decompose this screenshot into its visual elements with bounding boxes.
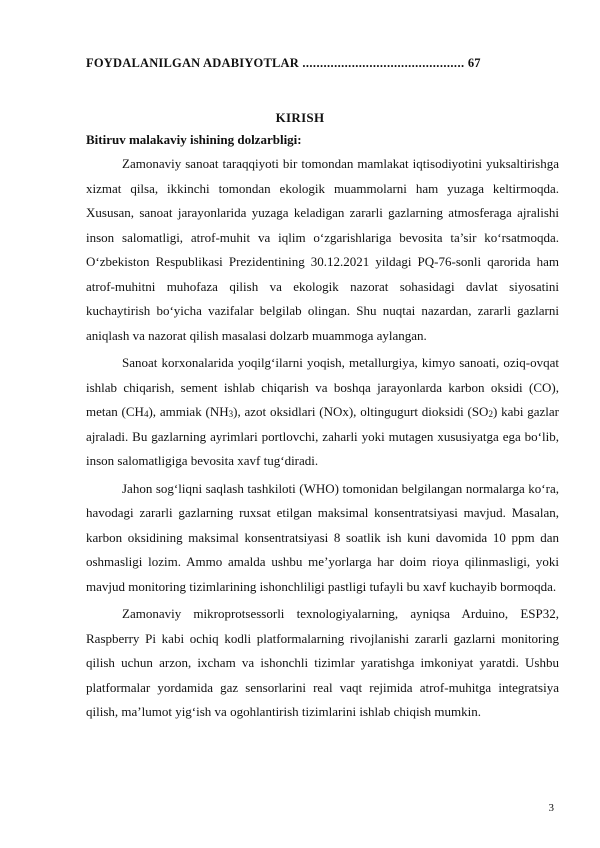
toc-entry	[86, 56, 556, 71]
paragraph-2-part-b: ), ammiak (NH	[148, 404, 229, 419]
paragraph-2-part-c: ), azot oksidlari (NOx), oltingugurt dioksidi (SO	[233, 404, 489, 419]
page-number: 3	[548, 802, 554, 814]
section-title: KIRISH	[275, 110, 325, 125]
subheading: Bitiruv malakaviy ishining dolzarbligi:	[86, 132, 302, 147]
toc-entry-title: FOYDALANILGAN ADABIYOTLAR	[86, 56, 300, 70]
subscript-ch4: 4	[143, 409, 149, 419]
toc-leader-dots: ..............................................	[302, 56, 465, 70]
body-text	[86, 152, 559, 728]
paragraph-3: Jahon sog‘liqni saqlash tashkiloti (WHO) tomonidan belgilangan normalarga ko‘ra, havodagi zararli gazlarning ruxsat etilgan maksimal konsentratsiyasi mavjud. Masalan, karbon oksidining maksimal konsentratsiyasi 8 soatlik ish kuni davomida 10 ppm dan oshmasligi lozim. Ammo amalda ushbu me’yorlarga har doim rioya qilinmasligi, yoki mavjud monitoring tizimlarining ishonchliligi pastligi tufayli bu xavf kuchayib bormoqda.	[86, 480, 559, 594]
toc-entry-page: 67	[467, 56, 481, 70]
paragraph-2	[86, 351, 559, 474]
subscript-so2: 2	[488, 409, 493, 419]
paragraph-2-part-d: ) kabi gazlar ajraladi. Bu gazlarning ayrimlari portlovchi, zaharli yoki mutagen xususiyatga ega bo‘lib, inson salomatligiga bevosita xavf tug‘diradi.	[86, 404, 560, 468]
paragraph-2-part-a: Sanoat korxonalarida yoqilg‘ilarni yoqish, metallurgiya, kimyo sanoati, oziq-ovqat ishlab chiqarish, sement ishlab chiqarish va boshqa jarayonlarda karbon oksidi (CO), metan (CH	[86, 355, 559, 419]
subscript-nh3: 3	[228, 409, 234, 419]
paragraph-1: Zamonaviy sanoat taraqqiyoti bir tomondan mamlakat iqtisodiyotini yuksaltirishga xizmat qilsa, ikkinchi tomondan ekologik muammolarni ham yuzaga keltirmoqda. Xususan, sanoat jarayonlarida yuzaga keladigan zararli gazlarning atmosferaga ajralishi inson salomatligi, atrof-muhit va iqlim o‘zgarishlariga bevosita ta’sir ko‘rsatmoqda. O‘zbekiston Respublikasi Prezidentining 30.12.2021 yildagi PQ-76-sonli qarorida ham atrof-muhitni muhofaza qilish va ekologik nazorat sohasidagi davlat siyosatini kuchaytirish bo‘yicha vazifalar belgilab olingan. Shu nuqtai nazardan, zararli gazlarni aniqlash va nazorat qilish masalasi dolzarb muammoga aylangan.	[86, 156, 559, 343]
paragraph-4: Zamonaviy mikroprotsessorli texnologiyalarning, ayniqsa Arduino, ESP32, Raspberry Pi kabi ochiq kodli platformalarning rivojlanishi zararli gazlarni monitoring qilish uchun arzon, ixcham va ishonchli tizimlar yaratishga imkoniyat yaratdi. Ushbu platformalar yordamida gaz sensorlarini real vaqt rejimida atrof-muhitga integratsiya qilish, ma’lumot yig‘ish va ogohlantirish tizimlarini ishlab chiqish mumkin.	[86, 606, 559, 719]
